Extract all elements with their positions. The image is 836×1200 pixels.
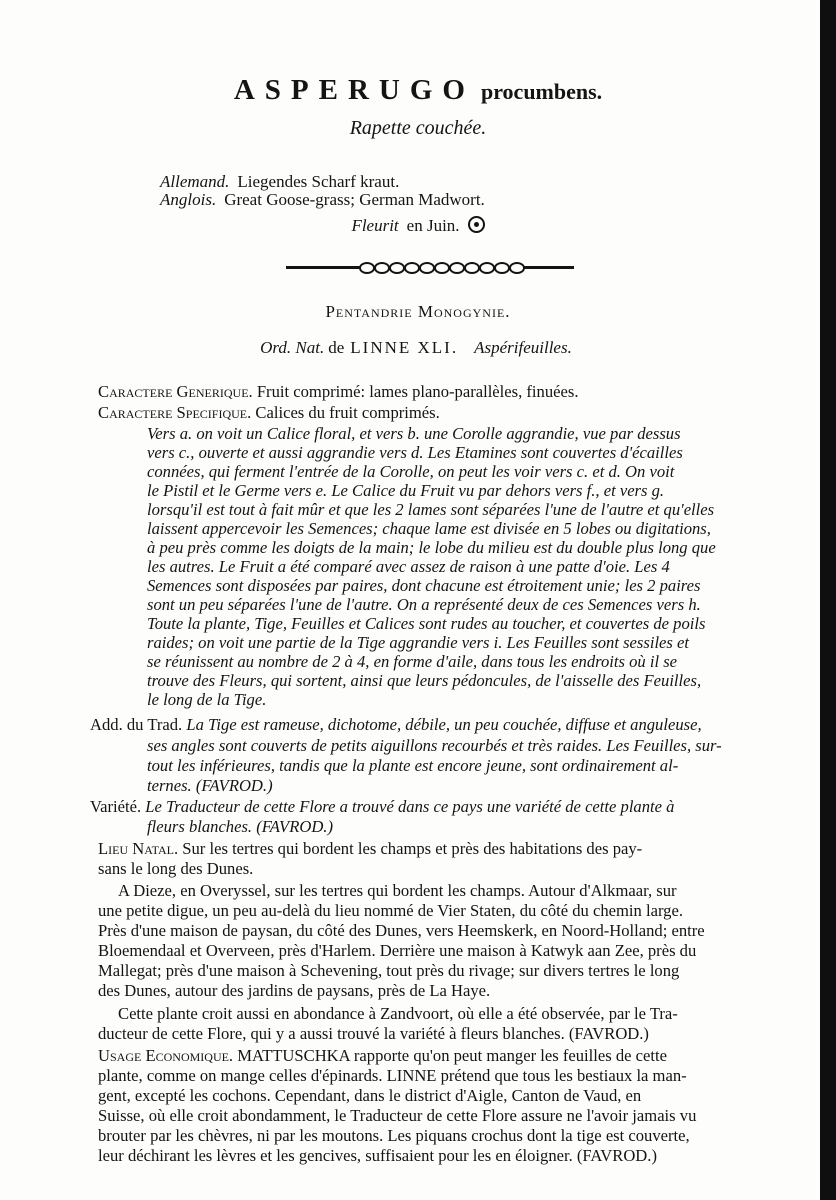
translator-addition: Add. du Trad. La Tige est rameuse, dichotome, débile, un peu couchée, diffuse et anguleuse, [90,715,702,734]
description-line: les autres. Le Fruit a été comparé avec assez de raison à une patte d'oie. Les 4 [147,557,670,576]
locality-line: Mallegat; près d'une maison à Schevening, tout près du rivage; sur divers tertres le long [98,961,680,980]
vernacular-name: Great Goose-grass; German Madwort. [224,190,485,209]
locality-line: Bloemendaal et Overveen, près d'Harlem. Derrière une maison à Katwyk aan Zee, près du [98,941,697,960]
addition-line: ternes. (FAVROD.) [147,776,273,795]
natural-order: Ord. Nat. de LINNE XLI. Aspérifeuilles. [260,338,572,357]
vernacular-english [160,190,485,210]
usage-line: Suisse, où elle croit abondamment, le Traducteur de cette Flore assure ne l'avoir jamais vu [98,1106,697,1125]
locality-line: une petite digue, un peu au-delà du lieu nommé de Vier Staten, du côté du chemin large. [98,901,683,920]
french-name: Rapette couchée. [349,117,487,139]
description-line: vers c., ouverte et aussi aggrandie vers d. Les Etamines sont couvertes d'écailles [147,443,683,462]
usage-line: gent, excepté les cochons. Cependant, dans le district d'Aigle, Canton de Vaud, en [98,1086,642,1105]
specific-character: Caractere Specifique. Calices du fruit comprimés. [98,403,440,422]
addition-line: tout les inférieures, tandis que la plante est encore jeune, sont ordinairement al- [147,756,679,775]
perennial-symbol-icon [468,216,485,233]
ornamental-divider [286,262,574,274]
description-line: sont un peu séparées l'une de l'autre. On a représenté deux de ces Semences vers h. [147,595,701,614]
native-place-line: sans le long des Dunes. [98,859,254,878]
genus-name: ASPERUGO [233,74,475,106]
native-place: Lieu Natal. Sur les tertres qui bordent les champs et près des habitations des pay- [98,839,643,858]
description-line: se réunissent au nombre de 2 à 4, en forme d'aile, dans tous les endroits où il se [147,652,678,671]
variety-label: Variété. [90,797,142,816]
locality-line: A Dieze, en Overyssel, sur les tertres qui bordent les champs. Autour d'Alkmaar, sur [118,881,677,900]
description-line: Semences sont disposées par paires, dont chacune est étroitement unie; les 2 paires [147,576,701,595]
language-label: Allemand. [160,172,230,191]
classification: Pentandrie Monogynie. [325,302,511,321]
variety-line: fleurs blanches. (FAVROD.) [147,817,333,836]
description-line: connées, qui ferment l'entrée de la Corolle, on peut les voir vers c. et d. On voit [147,462,675,481]
usage-line: brouter par les chèvres, ni par les moutons. Les piquans crochus dont la tige est couverte, [98,1126,690,1145]
description-line: lorsqu'il est tout à fait mûr et que les 2 lames sont séparées l'une de l'autre et qu'elles [147,500,715,519]
page-edge-shadow [820,0,836,1200]
zandvoort-line: ducteur de cette Flore, qui y a aussi trouvé la variété à fleurs blanches. (FAVROD.) [98,1024,649,1043]
description-line: le Pistil et le Germe vers e. Le Calice du Fruit vu par dehors vers f., et vers g. [147,481,665,500]
description-line: Vers a. on voit un Calice floral, et vers b. une Corolle aggrandie, vue par dessus [147,424,681,443]
variety-section: Variété. Le Traducteur de cette Flore a trouvé dans ce pays une variété de cette plante à [90,797,675,816]
economic-use-label: Usage Economique. [98,1046,234,1065]
description-line: raides; on voit une partie de la Tige aggrandie vers i. Les Feuilles sont sessiles et [147,633,690,652]
description-line: Toute la plante, Tige, Feuilles et Calices sont rudes au toucher, et couvertes de poils [147,614,706,633]
usage-line: leur déchirant les lèvres et les gencives, suffisaient pour les en éloigner. (FAVROD.) [98,1146,657,1165]
vernacular-name: Liegendes Scharf kraut. [237,172,400,191]
zandvoort-line: Cette plante croit aussi en abondance à Zandvoort, où elle a été observée, par le Tra- [118,1004,678,1023]
description-line: à peu près comme les doigts de la main; le lobe du milieu est du double plus long que [147,538,716,557]
usage-line: plante, comme on mange celles d'épinards. LINNE prétend que tous les bestiaux la man- [98,1066,687,1085]
addition-label: Add. du Trad. [90,715,183,734]
flowering-line [0,216,836,236]
vernacular-german [160,172,399,192]
locality-line: des Dunes, autour des jardins de paysans, près de La Haye. [98,981,491,1000]
generic-character: Caractere Generique. Fruit comprimé: lames plano-parallèles, finuées. [98,382,579,401]
economic-use: Usage Economique. MATTUSCHKA rapporte qu'on peut manger les feuilles de cette [98,1046,667,1065]
locality-line: Près d'une maison de paysan, du côté des Dunes, vers Heemskerk, en Noord-Holland; entre [98,921,705,940]
flowering-time: en Juin. [406,216,460,235]
flowering-label: Fleurit [351,216,399,235]
description-line: trouve des Fleurs, qui sortent, ainsi que leurs pédoncules, de l'aisselle des Feuilles, [147,671,702,690]
language-label: Anglois. [160,190,217,209]
native-place-label: Lieu Natal. [98,839,179,858]
description-line: laissent appercevoir les Semences; chaque lame est divisée en 5 lobes ou digitations, [147,519,711,538]
description-line: le long de la Tige. [147,690,267,709]
species-name: procumbens. [480,79,603,104]
page-title [0,74,836,107]
addition-line: ses angles sont couverts de petits aiguillons recourbés et très raides. Les Feuilles, sur- [147,736,722,755]
